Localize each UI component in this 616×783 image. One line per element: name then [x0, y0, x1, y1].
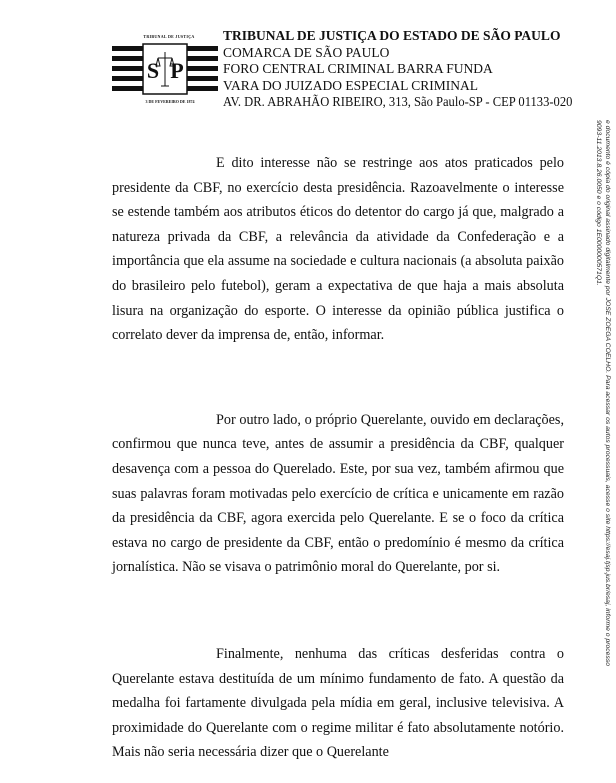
- signature-note-line-2: 9093-11.2013.8.26.0050 e o código 1E0000000571Q1.: [595, 120, 602, 286]
- signature-note-line-1: e documento é cópia do original assinado digitalmente por JOSE ZOEGA COELHO. Para acessar os autos processuais, acesse o site https://esaj.tjsp.jus.br/esaj, informe o processo: [604, 120, 611, 667]
- emblem-letter-p: P: [170, 58, 184, 83]
- court-section: VARA DO JUIZADO ESPECIAL CRIMINAL: [223, 77, 479, 93]
- emblem-stripes-left: [112, 46, 144, 91]
- paragraph-2: Por outro lado, o próprio Querelante, ouvido em declarações, confirmou que nunca teve, antes de assumir a presidência da CBF, qualquer desavença com a pessoa do Querelado. Este, por sua vez, também afirmou que suas palavras foram motivadas pelo exercício de crítica e unicamente em razão da presidência da CBF, agora exercida pelo Querelante. E se o foco da crítica estava no cargo de presidente da CBF, então o predomínio é mesmo da crítica jornalística. Não se visava o patrimônio moral do Querelante, por si.: [112, 411, 564, 576]
- emblem-letter-s: S: [146, 58, 160, 83]
- emblem-caption-bottom: 3 DE FEVEREIRO DE 1874: [145, 99, 195, 104]
- paragraph-3: Finalmente, nenhuma das críticas desferidas contra o Querelante estava destituída de um mínimo fundamento de fato. A questão da medalha foi fartamente divulgada pela mídia em geral, inclusive televisiva. A proximidade do Querelante com o regime militar é fato absolutamente notório. Mais não seria necessária dizer que o Querelante: [112, 645, 564, 761]
- document-body: [112, 151, 564, 765]
- forum-name: FORO CENTRAL CRIMINAL BARRA FUNDA: [223, 61, 493, 76]
- document-header: [223, 28, 583, 111]
- court-name: TRIBUNAL DE JUSTIÇA DO ESTADO DE SÃO PAULO: [223, 28, 561, 43]
- court-address: AV. DR. ABRAHÃO RIBEIRO, 313, São Paulo-SP - CEP 01133-020: [223, 94, 573, 109]
- district-name: COMARCA DE SÃO PAULO: [223, 44, 390, 60]
- emblem-stripes-right: [186, 46, 218, 91]
- digital-signature-note: [590, 120, 612, 775]
- court-emblem: [112, 36, 218, 102]
- paragraph-1: E dito interesse não se restringe aos atos praticados pelo presidente da CBF, no exercício desta presidência. Razoavelmente o interesse se estende também aos atributos éticos do detentor do cargo já que, malgrado a natureza privada da CBF, a relevância da atividade da Confederação e a importância que ela assume na sociedade e cultura nacionais (a absoluta paixão do brasileiro pelo futebol), geram a expectativa de que haja a mais absoluta lisura na organização do esporte. O interesse da opinião pública justifica o correlato dever da imprensa de, então, informar.: [112, 155, 564, 344]
- emblem-caption-top: TRIBUNAL DE JUSTIÇA: [143, 34, 195, 39]
